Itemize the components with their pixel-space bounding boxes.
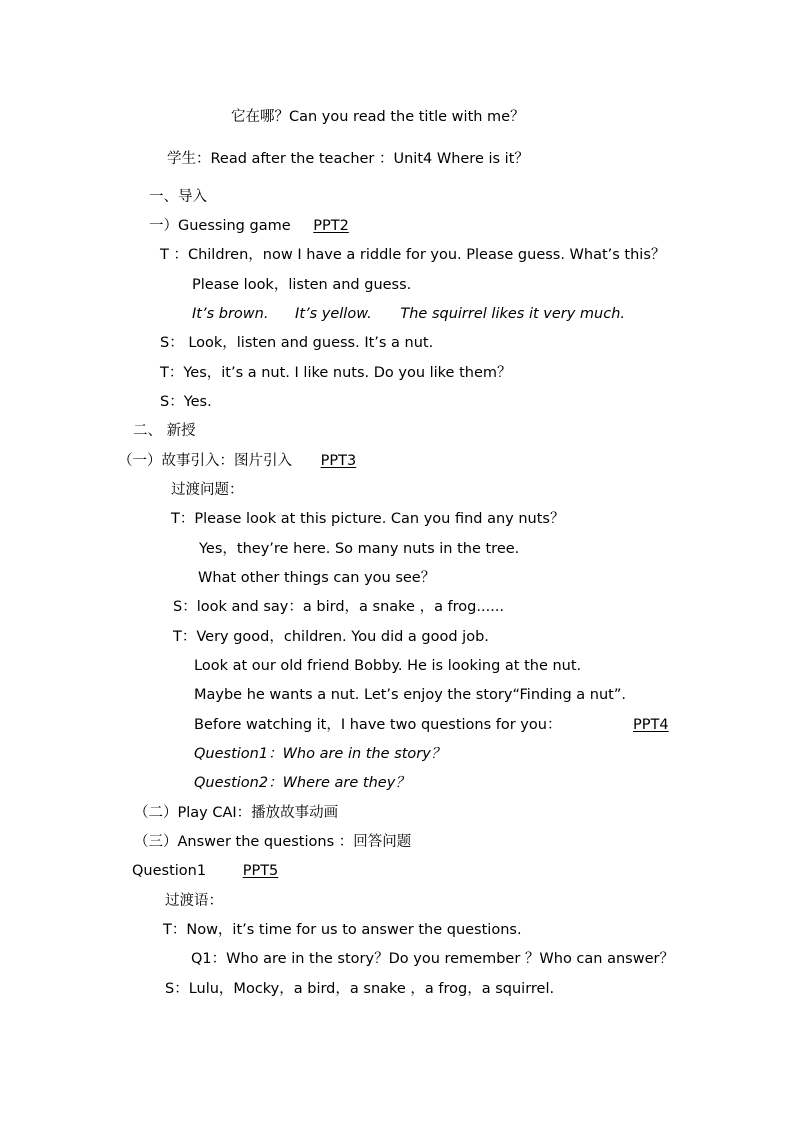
student-line: S：look and say：a bird，a snake ，a frog...... — [173, 599, 505, 615]
riddle-clue: It’s brown. — [192, 306, 269, 322]
ppt-reference: PPT3 — [320, 453, 357, 469]
question-item: Question1：Who are in the story？ — [194, 746, 446, 762]
ppt-reference: PPT2 — [313, 218, 349, 234]
teacher-line: Maybe he wants a nut. Let’s enjoy the story“Finding a nut”. — [194, 687, 626, 703]
subsection-label: （一）故事引入：图片引入 — [118, 453, 292, 469]
transition-label: 过渡问题： — [171, 482, 244, 498]
teacher-line: T：Very good，children. You did a good job. — [173, 629, 489, 645]
riddle-clue: It’s yellow. — [295, 306, 372, 322]
teacher-line: Please look，listen and guess. — [192, 277, 412, 293]
transition-label: 过渡语： — [165, 893, 223, 909]
question-heading — [132, 861, 278, 881]
question-label: Question1 — [132, 863, 207, 879]
teacher-line: Look at our old friend Bobby. He is looking at the nut. — [194, 658, 582, 674]
student-response: 学生：Read after the teacher ：Unit4 Where is it？ — [167, 151, 529, 167]
teacher-line: Yes，they’re here. So many nuts in the tree. — [199, 541, 520, 557]
student-line: S： Look，listen and guess. It’s a nut. — [160, 335, 434, 351]
teacher-line: T：Yes，it’s a nut. I like nuts. Do you like them？ — [160, 365, 512, 381]
subsection-play-cai: （二）Play CAI：播放故事动画 — [134, 805, 339, 821]
riddle-clues — [192, 304, 625, 324]
teacher-line: Q1：Who are in the story？Do you remember ？Who can answer？ — [191, 951, 674, 967]
subsection-guessing-game — [149, 216, 349, 236]
ppt-reference: PPT5 — [242, 863, 279, 879]
ppt-reference: PPT4 — [633, 717, 669, 733]
student-line: S：Yes. — [160, 394, 212, 410]
subsection-label: 一）Guessing game — [149, 218, 291, 234]
question-item: Question2：Where are they？ — [194, 775, 410, 791]
teacher-line: T ：Children，now I have a riddle for you. Please guess. What’s this？ — [160, 247, 666, 263]
subsection-answer-questions: （三）Answer the questions ：回答问题 — [134, 834, 412, 850]
subsection-story-intro — [118, 451, 356, 471]
teacher-line: What other things can you see？ — [198, 570, 436, 586]
teacher-line: T：Please look at this picture. Can you find any nuts？ — [171, 511, 565, 527]
teacher-line: Before watching it，I have two questions for you： — [194, 717, 562, 733]
student-line: S：Lulu，Mocky，a bird，a snake ，a frog，a squirrel. — [165, 981, 555, 997]
title-question: 它在哪？Can you read the title with me？ — [231, 109, 525, 125]
section-heading-intro: 一、导入 — [149, 189, 207, 205]
teacher-line: T：Now，it’s time for us to answer the questions. — [163, 922, 522, 938]
riddle-clue: The squirrel likes it very much. — [400, 306, 626, 322]
section-heading-new-lesson: 二、 新授 — [133, 423, 196, 439]
